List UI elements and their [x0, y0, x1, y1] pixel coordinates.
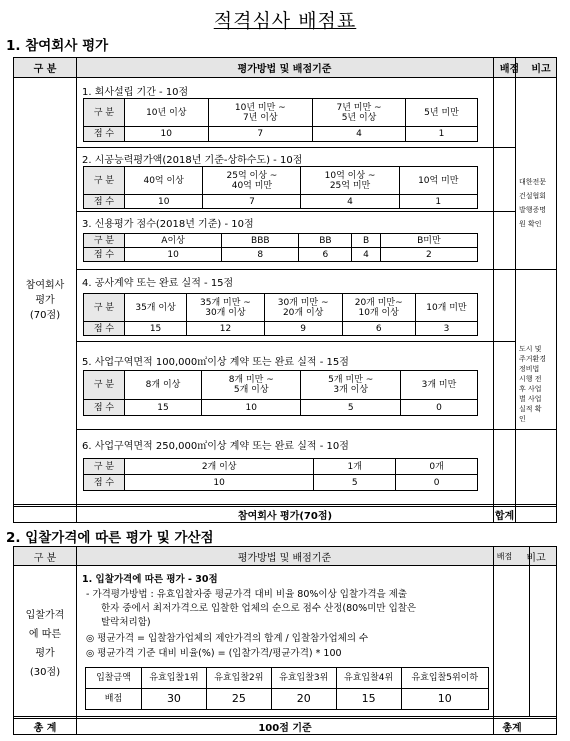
category-line: 참여회사 — [25, 280, 65, 291]
header-category: 구 분 — [33, 64, 57, 75]
price-desc-line: 탈락처리함) — [101, 617, 151, 628]
criteria-cell: 35개 미만 ~ 30개 이상 — [187, 294, 265, 322]
divider — [77, 429, 557, 430]
row-label: 구 분 — [84, 371, 125, 400]
score-cell: 20 — [271, 689, 336, 710]
criteria-cell: 25억 이상 ~ 40억 미만 — [203, 167, 301, 195]
row-label: 점 수 — [84, 400, 125, 416]
note-line: 실적 확 — [519, 405, 542, 413]
criteria-cell: 유효입찰3위 — [271, 668, 336, 689]
score-table-credit — [83, 233, 478, 262]
score-cell: 0 — [396, 475, 478, 491]
criteria-cell: BBB — [222, 234, 299, 248]
criteria-cell: 유효입찰1위 — [142, 668, 207, 689]
score-cell: 4 — [313, 127, 406, 142]
score-cell: 0 — [400, 400, 477, 416]
score-table-contracts — [83, 293, 478, 336]
note-line: 시행 전 — [519, 375, 542, 383]
score-cell: 2 — [380, 248, 477, 262]
note-line: 대한전문 — [519, 178, 547, 186]
score-cell: 25 — [206, 689, 271, 710]
score-cell: 9 — [264, 322, 342, 336]
score-cell: 10 — [125, 195, 203, 209]
row-label: 구 분 — [84, 167, 125, 195]
row-label: 구 분 — [84, 234, 125, 248]
score-cell: 1 — [399, 195, 477, 209]
price-title: 1. 입찰가격에 따른 평가 - 30점 — [82, 574, 218, 585]
subsection-title: 5. 사업구역면적 100,000㎡이상 계약 또는 완료 실적 - 15점 — [82, 357, 349, 368]
criteria-cell: 유효입찰5위이하 — [401, 668, 488, 689]
header-method: 평가방법 및 배점기준 — [237, 552, 332, 564]
criteria-cell: 8개 이상 — [125, 371, 202, 400]
score-cell: 10 — [125, 248, 222, 262]
note-line: 건설협회 — [519, 192, 547, 200]
criteria-cell: 1개 — [314, 459, 396, 475]
row-label: 구 분 — [84, 459, 125, 475]
section1-header-row — [14, 58, 556, 78]
divider — [515, 57, 516, 523]
criteria-cell: BB — [299, 234, 352, 248]
row-label: 점 수 — [84, 248, 125, 262]
criteria-cell: 20개 미만~ 10개 이상 — [342, 294, 415, 322]
note-line: 후 사업 — [519, 385, 542, 393]
score-cell: 3 — [415, 322, 477, 336]
score-cell: 10 — [401, 689, 488, 710]
criteria-cell: 8개 미만 ~ 5개 이상 — [202, 371, 301, 400]
divider — [77, 147, 515, 148]
divider — [77, 211, 515, 212]
score-table-area-100k — [83, 370, 478, 416]
subsection-title: 2. 시공능력평가액(2018년 기준-상하수도) - 10점 — [82, 155, 303, 166]
score-cell: 6 — [342, 322, 415, 336]
price-desc-line: - 가격평가방법 : 유효입찰자중 평균가격 대비 비율 80%이상 입찰가격을 제출 — [86, 589, 408, 600]
row-label: 구 분 — [84, 294, 125, 322]
score-table-bid-rank — [85, 667, 489, 710]
score-cell: 8 — [222, 248, 299, 262]
row-label: 구 분 — [84, 99, 125, 127]
divider — [76, 546, 77, 735]
note-urban — [519, 344, 559, 424]
category-line: 평가 — [35, 295, 55, 306]
category-line: 에 따른 — [28, 629, 62, 640]
row-label: 입찰금액 — [86, 668, 142, 689]
header-note: 비고 — [531, 64, 551, 75]
criteria-cell: 10억 미만 — [399, 167, 477, 195]
criteria-cell: 10년 이상 — [125, 99, 209, 127]
row-label: 배점 — [86, 689, 142, 710]
divider — [529, 546, 530, 716]
row-label: 점 수 — [84, 475, 125, 491]
header-category: 구 분 — [33, 552, 57, 564]
score-table-area-250k — [83, 458, 478, 491]
score-cell: 5 — [314, 475, 396, 491]
divider — [77, 269, 557, 270]
criteria-cell: 7년 미만 ~ 5년 이상 — [313, 99, 406, 127]
section2-footer-left: 총 계 — [33, 723, 57, 734]
category-line: 입찰가격 — [25, 610, 65, 621]
note-line: 원 확인 — [519, 220, 542, 228]
criteria-cell: 5개 미만 ~ 3개 이상 — [301, 371, 400, 400]
section2-category — [14, 606, 76, 682]
criteria-cell: 30개 미만 ~ 20개 이상 — [264, 294, 342, 322]
header-score: 배점 — [496, 551, 513, 561]
category-line: (70점) — [29, 310, 61, 321]
score-table-capacity — [83, 166, 478, 209]
formula-ratio: ◎ 평균가격 기준 대비 비율(%) = (입찰가격/평균가격) * 100 — [86, 648, 342, 659]
divider — [493, 546, 494, 735]
page-title: 적격심사 배점표 — [213, 10, 357, 32]
divider — [77, 341, 515, 342]
criteria-cell: 0개 — [396, 459, 478, 475]
row-label: 점 수 — [84, 127, 125, 142]
score-cell: 30 — [142, 689, 207, 710]
note-line: 정비법 — [519, 365, 540, 373]
score-cell: 10 — [125, 127, 209, 142]
header-note: 비고 — [526, 552, 546, 564]
subsection-title: 6. 사업구역면적 250,000㎡이상 계약 또는 완료 실적 - 10점 — [82, 441, 349, 452]
category-line: (30점) — [29, 667, 61, 678]
row-label: 점 수 — [84, 195, 125, 209]
note-line: 주거환경 — [519, 355, 547, 363]
score-table-establishment — [83, 98, 478, 142]
score-cell: 4 — [352, 248, 380, 262]
header-method: 평가방법 및 배점기준 — [237, 64, 332, 75]
section1-footer-sum: 합계 — [494, 511, 515, 522]
row-label: 점 수 — [84, 322, 125, 336]
criteria-cell: 10개 미만 — [415, 294, 477, 322]
subsection-title: 4. 공사계약 또는 완료 실적 - 15점 — [82, 278, 234, 289]
criteria-cell: 5년 미만 — [406, 99, 478, 127]
score-cell: 7 — [203, 195, 301, 209]
note-kosca — [519, 175, 559, 231]
section2-footer-mid: 100점 기준 — [258, 723, 312, 734]
criteria-cell: 35개 이상 — [125, 294, 187, 322]
score-cell: 12 — [187, 322, 265, 336]
header-score: 배점 — [499, 64, 520, 75]
score-cell: 10 — [202, 400, 301, 416]
score-cell: 10 — [125, 475, 314, 491]
criteria-cell: 유효입찰4위 — [336, 668, 401, 689]
criteria-cell: 10년 미만 ~ 7년 이상 — [208, 99, 313, 127]
note-line: 발행증명 — [519, 206, 547, 214]
subsection-title: 1. 회사설립 기간 - 10점 — [82, 87, 189, 98]
criteria-cell: 10억 이상 ~ 25억 미만 — [301, 167, 399, 195]
score-cell: 15 — [336, 689, 401, 710]
score-cell: 15 — [125, 322, 187, 336]
section1-heading: 1. 참여회사 평가 — [6, 38, 109, 54]
criteria-cell: A이상 — [125, 234, 222, 248]
criteria-cell: 40억 이상 — [125, 167, 203, 195]
section2-heading: 2. 입찰가격에 따른 평가 및 가산점 — [6, 530, 214, 546]
divider — [493, 57, 494, 523]
criteria-cell: 유효입찰2위 — [206, 668, 271, 689]
formula-average: ◎ 평균가격 = 입찰참가업체의 제안가격의 합계 / 입찰참가업체의 수 — [86, 633, 369, 644]
divider — [76, 57, 77, 523]
price-desc-line: 한자 중에서 최저가격으로 입찰한 업체의 순으로 점수 산정(80%미만 입찰은 — [101, 603, 417, 614]
score-cell: 6 — [299, 248, 352, 262]
section2-header-row — [14, 547, 556, 566]
section1-footer-label: 참여회사 평가(70점) — [237, 511, 333, 522]
score-cell: 7 — [208, 127, 313, 142]
criteria-cell: B — [352, 234, 380, 248]
note-line: 별 사업 — [519, 395, 542, 403]
score-cell: 15 — [125, 400, 202, 416]
section1-category — [14, 278, 76, 323]
subsection-title: 3. 신용평가 점수(2018년 기준) - 10점 — [82, 219, 254, 230]
criteria-cell: 2개 이상 — [125, 459, 314, 475]
category-line: 평가 — [35, 648, 55, 659]
score-cell: 1 — [406, 127, 478, 142]
note-line: 인 — [519, 415, 526, 423]
score-cell: 5 — [301, 400, 400, 416]
score-cell: 4 — [301, 195, 399, 209]
criteria-cell: 3개 미만 — [400, 371, 477, 400]
section2-footer-sum: 총계 — [502, 723, 522, 734]
criteria-cell: B미만 — [380, 234, 477, 248]
note-line: 도시 및 — [519, 345, 542, 353]
